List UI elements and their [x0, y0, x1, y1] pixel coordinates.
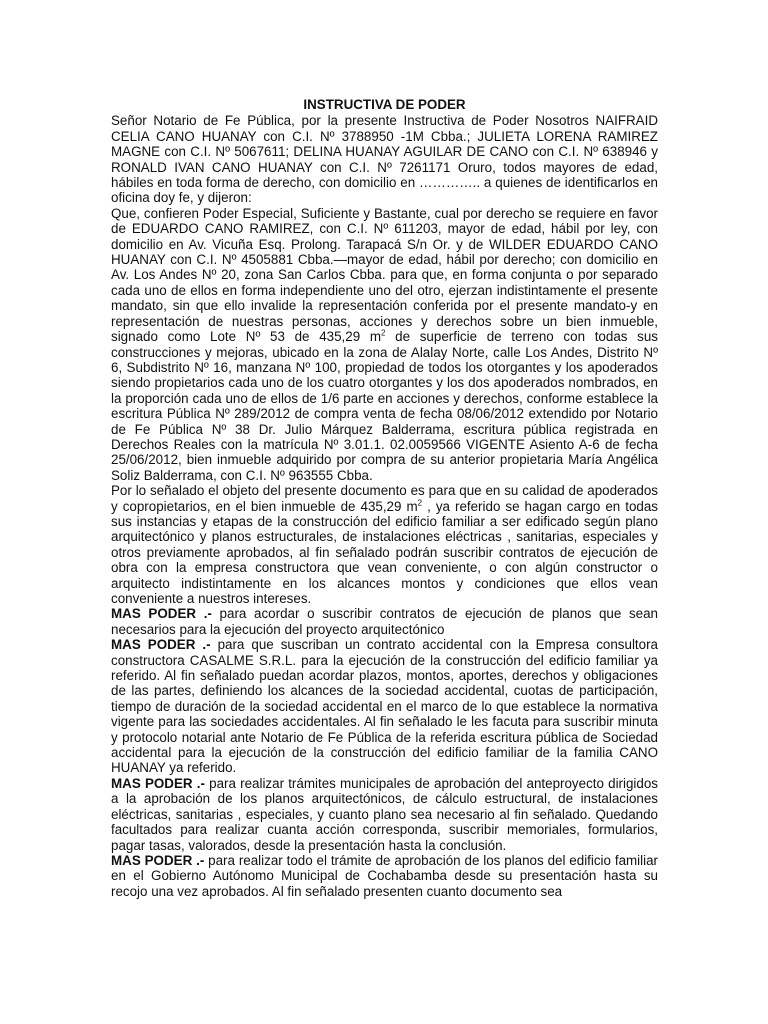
- document-page: [111, 97, 658, 899]
- mas-poder-heading: MAS PODER .-: [111, 775, 205, 791]
- power-grant-text-1: Que, confieren Poder Especial, Suficiente y Bastante, cual por derecho se requiere en favor de EDUARDO CANO RAMIREZ, con C.I. Nº 611203, mayor de edad, hábil por ley, con domicilio en Av. Vicuña Esq. Prolong. Tarapacá S/n Or. y de WILDER EDUARDO CANO HUANAY con C.I. Nº 4505881 Cbba.—mayor de edad, hábil por derecho; con domicilio en Av. Los Andes Nº 20, zona San Carlos Cbba. para que, en forma conjunta o por separado cada uno de ellos en forma independiente uno del otro, ejerzan indistintamente el presente mandato, sin que ello invalide la representación conferida por el presente mandato-y en representación de nuestras personas, acciones y derechos sobre un bien inmueble, signado como Lote Nº 53 de 435,29 m: [111, 205, 658, 345]
- mas-poder-heading: MAS PODER .-: [111, 852, 205, 868]
- mas-poder-text-1: para acordar o suscribir contratos de ejecución de planos que sean necesarios para la ejecución del proyecto arquitectónico: [111, 606, 658, 637]
- square-meter-superscript: 2: [417, 498, 423, 508]
- mas-poder-text-3: para realizar trámites municipales de aprobación del anteproyecto dirigidos a la aprobación de los planos arquitectónicos, de cálculo estructural, de instalaciones eléctricas, sanitarias , especiales, y cuanto plano sea necesario al fin señalado. Quedando facultados para realizar cuanta acción corresponda, suscribir memoriales, formularios, pagar tasas, valorados, desde la presentación hasta la conclusión.: [111, 775, 658, 853]
- mas-poder-heading: MAS PODER .-: [111, 637, 211, 653]
- purpose-text-2: , ya referido se hagan cargo en todas sus instancias y etapas de la construcción del edificio familiar a ser edificado según plano arquitectónico y planos estructurales, de instalaciones eléctricas , sanitarias, especiales y otros previamente aprobados, al fin señalado podrán suscribir contratos de ejecución de obra con la empresa constructora que vean conveniente, o con algún constructor o arquitecto indistintamente en los alcances montos y condiciones que ellos vean conveniente a nuestros intereses.: [111, 498, 658, 606]
- power-grant-text-2: de superficie de terreno con todas sus construcciones y mejoras, ubicado en la zona de Alalay Norte, calle Los Andes, Distrito Nº 6, Subdistrito Nº 16, manzana Nº 100, propiedad de todos los otorgantes y los apoderados siendo propietarios cada uno de los cuatro otorgantes y los dos apoderados nombrados, en la proporción cada uno de ellos de 1/6 parte en acciones y derechos, conforme establece la escritura Pública Nº 289/2012 de compra venta de fecha 08/06/2012 extendido por Notario de Fe Pública Nº 38 Dr. Julio Márquez Balderrama, escritura pública registrada en Derechos Reales con la matrícula Nº 3.01.1. 02.0059566 VIGENTE Asiento A-6 de fecha 25/06/2012, bien inmueble adquirido por compra de su anterior propietaria María Angélica Soliz Balderrama, con C.I. Nº 963555 Cbba.: [111, 329, 658, 483]
- power-grant-paragraph: [111, 206, 658, 483]
- mas-poder-paragraph-2: [111, 637, 658, 776]
- mas-poder-heading: MAS PODER .-: [111, 606, 212, 622]
- intro-paragraph: Señor Notario de Fe Pública, por la presente Instructiva de Poder Nosotros NAIFRAID CELIA CANO HUANAY con C.I. Nº 3788950 -1M Cbba.; JULIETA LORENA RAMIREZ MAGNE con C.I. Nº 5067611; DELINA HUANAY AGUILAR DE CANO con C.I. Nº 638946 y RONALD IVAN CANO HUANAY con C.I. Nº 7261171 Oruro, todos mayores de edad, hábiles en toda forma de derecho, con domicilio en ………….. a quienes de identificarlos en oficina doy fe, y dijeron:: [111, 113, 658, 206]
- mas-poder-paragraph-4: [111, 853, 658, 899]
- mas-poder-paragraph-3: [111, 776, 658, 853]
- purpose-text-1: Por lo señalado el objeto del presente documento es para que en su calidad de apoderados y copropietarios, en el bien inmueble de 435,29 m: [111, 483, 658, 514]
- mas-poder-text-2: para que suscriban un contrato accidental con la Empresa consultora constructora CASALME S.R.L. para la ejecución de la construcción del edificio familiar ya referido. Al fin señalado puedan acordar plazos, montos, aportes, derechos y obligaciones de las partes, definiendo los alcances de la sociedad accidental, cuotas de participación, tiempo de duración de la sociedad accidental en el marco de lo que establece la normativa vigente para las sociedades accidentales. Al fin señalado le les facuta para suscribir minuta y protocolo notarial ante Notario de Fe Pública de la referida escritura pública de Sociedad accidental para la ejecución de la construcción del edificio familiar de la familia CANO HUANAY ya referido.: [111, 637, 658, 776]
- mas-poder-paragraph-1: [111, 606, 658, 637]
- purpose-paragraph: [111, 483, 658, 606]
- square-meter-superscript: 2: [381, 328, 386, 338]
- document-title: INSTRUCTIVA DE PODER: [303, 97, 466, 112]
- mas-poder-text-4: para realizar todo el trámite de aprobación de los planos del edificio familiar en el Gobierno Autónomo Municipal de Cochabamba desde su presentación hasta su recojo una vez aprobados. Al fin señalado presenten cuanto documento sea: [111, 852, 659, 899]
